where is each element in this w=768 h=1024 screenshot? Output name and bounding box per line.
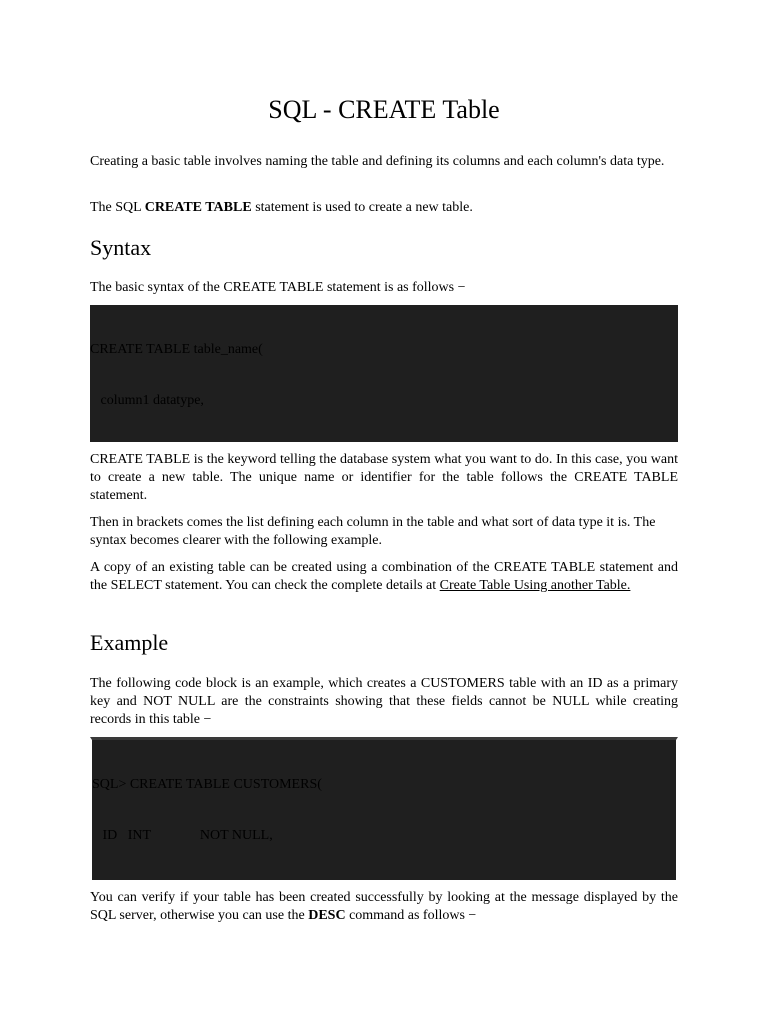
create-table-keyword: CREATE TABLE <box>144 200 252 215</box>
page-title: SQL - CREATE Table <box>268 95 500 124</box>
create-table-intro <box>90 199 678 217</box>
verify-text-before: You can verify if your table has been created successfully by looking at the message displayed by the SQL server, otherwise you can use the <box>90 890 678 923</box>
copy-table-text: A copy of an existing table can be created using a combination of the CREATE TABLE statement and the SELECT statement. You can check the complete details at <box>90 560 678 593</box>
example-lead: The following code block is an example, which creates a CUSTOMERS table with an ID as a primary key and NOT NULL are the constraints showing that these fields cannot be NULL while creating records in this table − <box>90 676 678 727</box>
syntax-explanation-1: CREATE TABLE is the keyword telling the database system what you want to do. In this case, you want to create a new table. The unique name or identifier for the table follows the CREATE TABLE statement. <box>90 452 678 503</box>
code-line: SQL> CREATE TABLE CUSTOMERS( <box>92 777 322 792</box>
verify-paragraph <box>90 889 678 925</box>
syntax-lead: The basic syntax of the CREATE TABLE statement is as follows − <box>90 280 466 295</box>
syntax-explanation-3 <box>90 559 678 595</box>
code-line: CREATE TABLE table_name( <box>90 342 263 357</box>
create-table-using-another-table-link[interactable]: Create Table Using another Table. <box>439 578 631 593</box>
intro-text-after: statement is used to create a new table. <box>251 200 473 215</box>
syntax-heading: Syntax <box>90 235 152 260</box>
code-line: ID INT NOT NULL, <box>92 828 273 843</box>
intro-text-before: The SQL <box>90 200 145 215</box>
code-line <box>92 878 676 880</box>
syntax-code-block <box>90 305 678 442</box>
intro-paragraph: Creating a basic table involves naming the table and defining its columns and each column's data type. <box>90 154 665 169</box>
example-heading: Example <box>90 630 169 655</box>
syntax-explanation-2: Then in brackets comes the list defining each column in the table and what sort of data type it is. The syntax becomes clearer with the following example. <box>90 515 656 548</box>
verify-text-after: command as follows − <box>345 908 477 923</box>
desc-keyword: DESC <box>308 908 346 923</box>
example-code-block <box>90 737 678 880</box>
code-line: column1 datatype, <box>90 393 204 408</box>
